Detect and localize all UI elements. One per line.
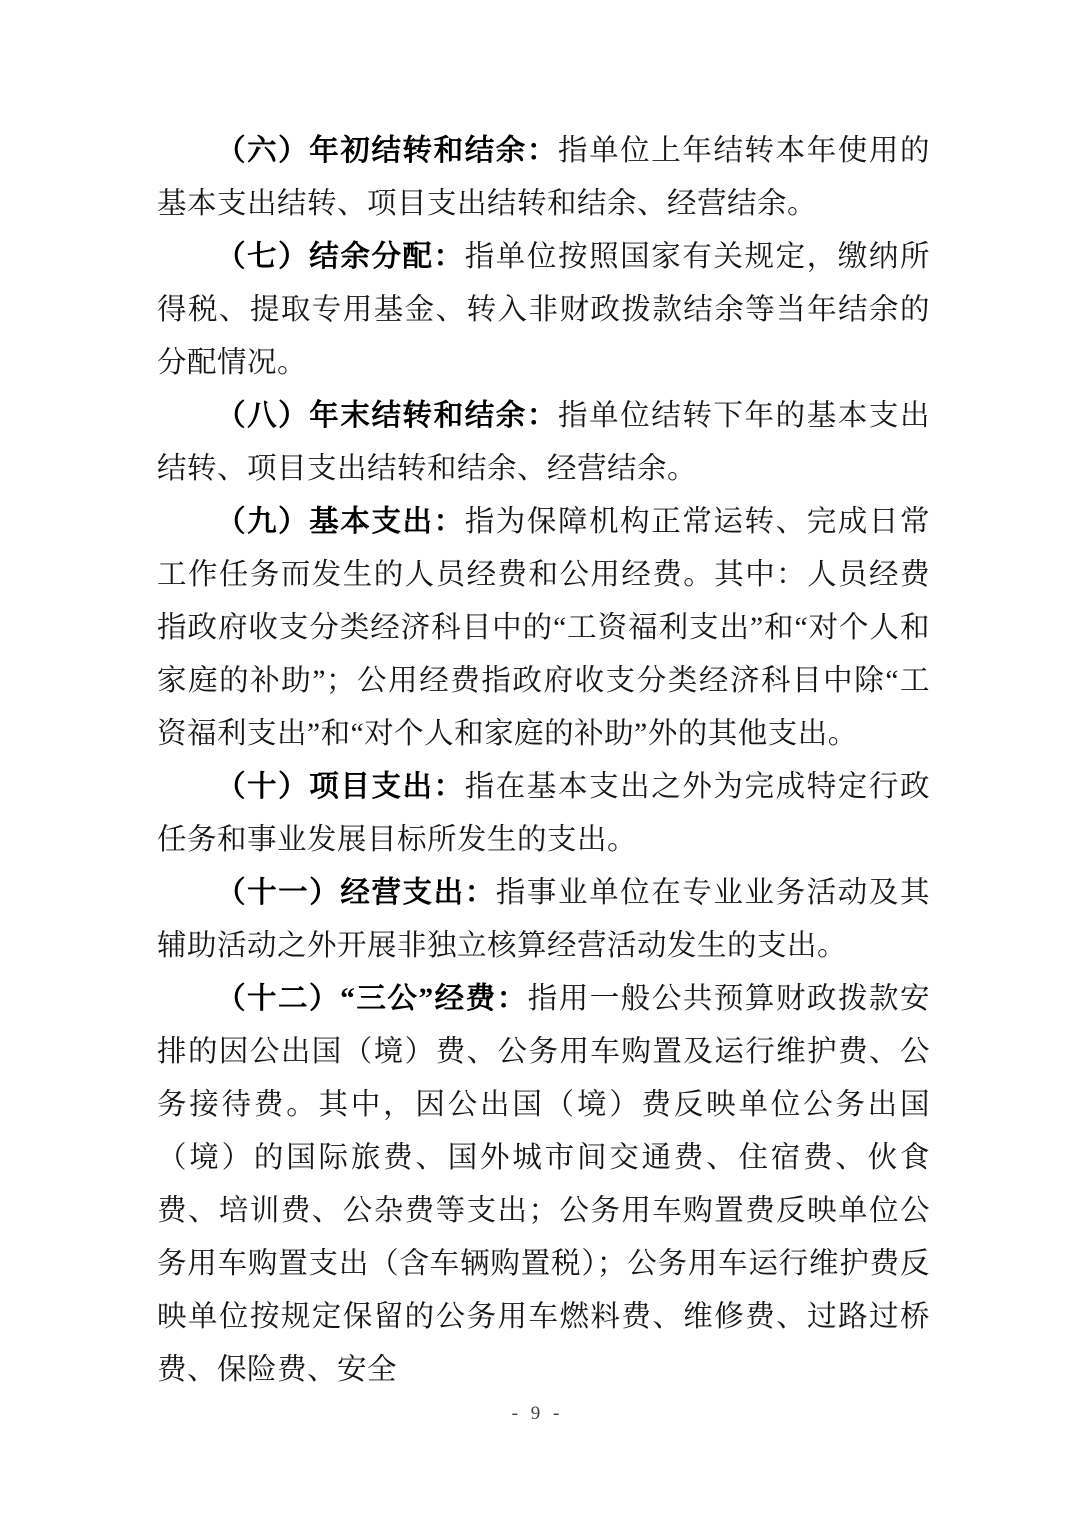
term-definition: 指单位按照国家有关规定，缴纳所得税、提取专用基金、转入非财政拨款结余等当年结余的分配情况。 <box>157 241 930 379</box>
term-definition: 指用一般公共预算财政拨款安排的因公出国（境）费、公务用车购置及运行维护费、公务接待费。其中，因公出国（境）费反映单位公务出国（境）的国际旅费、国外城市间交通费、住宿费、伙食费、培训费、公杂费等支出；公务用车购置费反映单位公务用车购置支出（含车辆购置税）；公务用车运行维护费反映单位按规定保留的公务用车燃料费、维修费、过路过桥费、保险费、安全 <box>157 983 930 1386</box>
definition-paragraph <box>157 761 930 867</box>
term-heading: （八）年末结转和结余： <box>216 400 558 432</box>
term-definition: 指在基本支出之外为完成特定行政任务和事业发展目标所发生的支出。 <box>157 771 930 856</box>
document-text-block <box>157 125 930 1397</box>
term-heading: （七）结余分配： <box>216 241 465 273</box>
page-number: - 9 - <box>511 1403 564 1424</box>
term-heading: （六）年初结转和结余： <box>216 135 558 167</box>
definition-paragraph <box>157 390 930 496</box>
term-definition: 指为保障机构正常运转、完成日常工作任务而发生的人员经费和公用经费。其中：人员经费指政府收支分类经济科目中的“工资福利支出”和“对个人和家庭的补助”；公用经费指政府收支分类经济科目中除“工资福利支出”和“对个人和家庭的补助”外的其他支出。 <box>157 506 930 750</box>
term-heading: （九）基本支出： <box>216 506 465 538</box>
term-heading: （十）项目支出： <box>216 771 465 803</box>
term-definition: 指单位结转下年的基本支出结转、项目支出结转和结余、经营结余。 <box>157 400 930 485</box>
term-definition: 指单位上年结转本年使用的基本支出结转、项目支出结转和结余、经营结余。 <box>157 135 930 220</box>
definition-paragraph <box>157 867 930 973</box>
definition-paragraph <box>157 973 930 1397</box>
term-heading: （十一）经营支出： <box>216 877 496 909</box>
definition-paragraph <box>157 496 930 761</box>
term-definition: 指事业单位在专业业务活动及其辅助活动之外开展非独立核算经营活动发生的支出。 <box>157 877 930 962</box>
definition-paragraph <box>157 125 930 231</box>
definition-paragraph <box>157 231 930 390</box>
term-heading: （十二）“三公”经费： <box>216 983 528 1015</box>
